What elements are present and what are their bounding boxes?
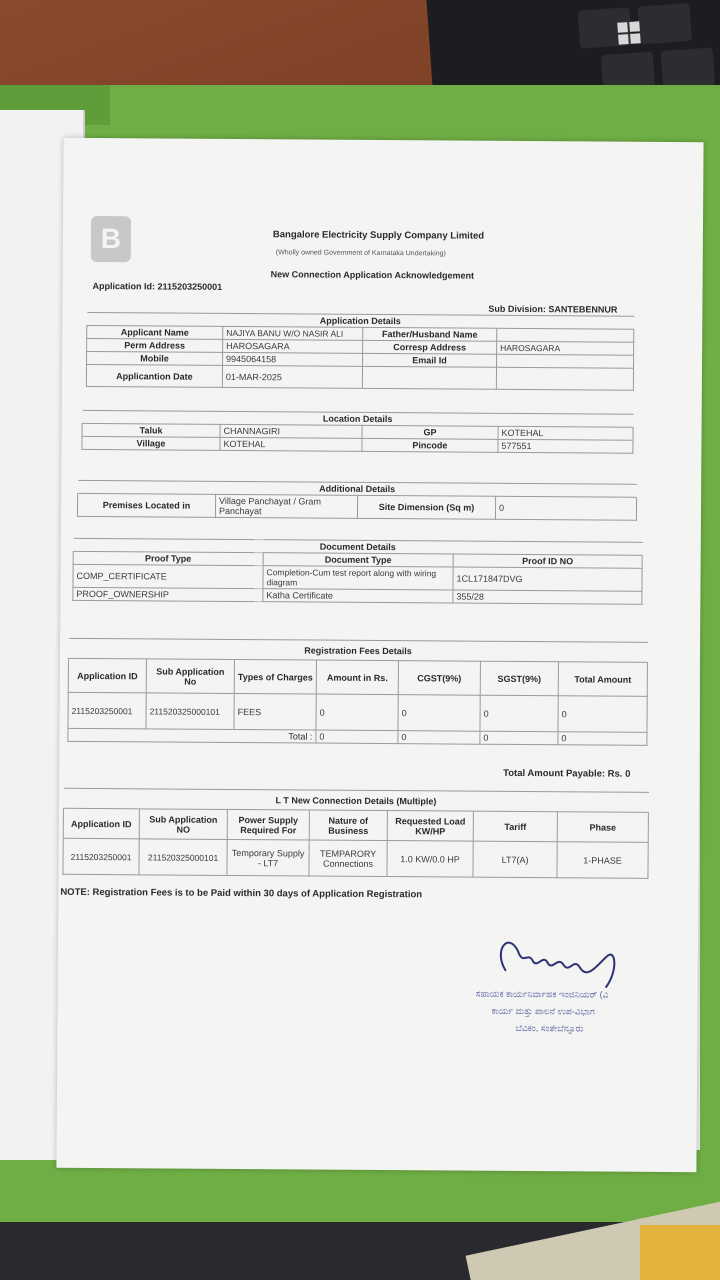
acknowledgement-page xyxy=(56,138,703,1172)
total-sgst: 0 xyxy=(480,731,558,745)
header-tariff: Tariff xyxy=(473,811,557,842)
official-stamp xyxy=(475,986,705,1039)
taluk-label: Taluk xyxy=(82,423,220,437)
header-nature-business: Nature of Business xyxy=(309,810,387,841)
registration-fees-table xyxy=(67,638,648,746)
mobile: 9945064158 xyxy=(223,352,363,366)
tariff: LT7(A) xyxy=(473,841,557,878)
header-sub-application: Sub Application NO xyxy=(139,809,227,840)
document-type: Katha Certificate xyxy=(263,589,453,603)
pincode-label: Pincode xyxy=(362,438,498,452)
payment-note: NOTE: Registration Fees is to be Paid within 30 days of Application Registration xyxy=(60,886,423,901)
taluk: CHANNAGIRI xyxy=(220,424,362,438)
header-application-id: Application ID xyxy=(68,658,146,693)
stamp-line: ಬೆವಿಕಂ, ಸಂತೇಬೆನ್ನೂರು xyxy=(515,1022,584,1034)
charge-type: FEES xyxy=(234,693,316,730)
header-document-type: Document Type xyxy=(263,553,453,567)
father-name-label: Father/Husband Name xyxy=(363,327,497,341)
location-details-table xyxy=(81,410,633,454)
perm-address: HAROSAGARA xyxy=(223,339,363,353)
corresp-address-label: Corresp Address xyxy=(363,340,497,354)
section-heading: Document Details xyxy=(73,538,642,555)
proof-type: PROOF_OWNERSHIP xyxy=(73,587,263,601)
header-cgst: CGST(9%) xyxy=(398,661,480,696)
total-label: Total : xyxy=(68,728,316,743)
header-power-supply: Power Supply Required For xyxy=(227,809,309,840)
premises-label: Premises Located in xyxy=(77,493,215,517)
proof-id: 355/28 xyxy=(453,590,642,604)
header-sub-application: Sub Application No xyxy=(146,659,234,694)
premises-value: Village Panchayat / Gram Panchayat xyxy=(215,494,357,518)
sgst: 0 xyxy=(480,695,558,732)
email xyxy=(497,354,634,368)
pincode: 577551 xyxy=(498,439,633,453)
sub-application-no: 211520325000101 xyxy=(146,693,234,730)
section-heading: Additional Details xyxy=(78,480,637,497)
stamp-line: ಕಾರ್ಯ ಮತ್ತು ಪಾಲನೆ ಉಪ-ವಿಭಾಗ xyxy=(491,1005,595,1017)
sub-division: Sub Division: SANTEBENNUR xyxy=(488,303,618,315)
email-label: Email Id xyxy=(363,353,497,367)
village-label: Village xyxy=(82,436,220,450)
total-payable: Total Amount Payable: Rs. 0 xyxy=(503,767,631,780)
total-overall: 0 xyxy=(558,732,647,746)
header-proof-id: Proof ID NO xyxy=(453,554,642,568)
section-heading: Location Details xyxy=(82,410,633,427)
header-proof-type: Proof Type xyxy=(73,551,263,565)
application-details-table xyxy=(86,312,635,391)
document-title: New Connection Application Acknowledgement xyxy=(270,269,475,281)
totals-row xyxy=(68,728,647,745)
phase: 1-PHASE xyxy=(557,842,648,879)
yellow-sticker xyxy=(640,1225,720,1280)
header-application-id: Application ID xyxy=(63,808,139,839)
site-dimension-label: Site Dimension (Sq m) xyxy=(357,495,495,519)
section-heading: L T New Connection Details (Multiple) xyxy=(63,788,648,812)
lt-connection-table xyxy=(62,788,649,879)
additional-details-table xyxy=(77,480,637,521)
cgst: 0 xyxy=(398,695,480,732)
header-total: Total Amount xyxy=(558,662,647,697)
gp-label: GP xyxy=(362,425,498,439)
header-amount: Amount in Rs. xyxy=(316,660,398,695)
total-cgst: 0 xyxy=(398,731,480,745)
table-row xyxy=(63,838,648,878)
total-amount: 0 xyxy=(558,696,647,733)
power-supply: Temporary Supply - LT7 xyxy=(227,839,309,876)
document-details-table xyxy=(72,538,642,605)
header-sgst: SGST(9%) xyxy=(480,661,558,696)
table-row xyxy=(73,587,642,604)
nature-of-business: TEMPARORY Connections xyxy=(309,840,387,877)
stamp-line: ಸಹಾಯಕ ಕಾರ್ಯನಿರ್ವಾಹಕ ಇಂಜಿನಿಯರ್ (ವಿ xyxy=(475,988,609,1000)
header-phase: Phase xyxy=(557,812,648,843)
application-id: 2115203250001 xyxy=(68,692,146,729)
site-dimension: 0 xyxy=(495,496,636,520)
header-requested-load: Requested Load KW/HP xyxy=(387,811,473,842)
applicant-name: NAJIYA BANU W/O NASIR ALI xyxy=(223,326,363,340)
proof-id: 1CL171847DVG xyxy=(453,567,642,591)
gp: KOTEHAL xyxy=(498,426,633,440)
application-id: 2115203250001 xyxy=(63,838,139,875)
application-date: 01-MAR-2025 xyxy=(222,365,362,388)
section-heading: Registration Fees Details xyxy=(68,638,647,662)
proof-type: COMP_CERTIFICATE xyxy=(73,564,263,588)
application-id-line: Application Id: 2115203250001 xyxy=(92,280,223,292)
header-charges: Types of Charges xyxy=(234,659,316,694)
corresp-address: HAROSAGARA xyxy=(497,341,634,355)
sub-application-no: 211520325000101 xyxy=(139,839,227,876)
village: KOTEHAL xyxy=(220,437,362,451)
document-type: Completion-Cum test report along with wiring diagram xyxy=(263,566,453,590)
requested-load: 1.0 KW/0.0 HP xyxy=(387,841,473,878)
date-label: Applicantion Date xyxy=(86,364,222,387)
company-name: Bangalore Electricity Supply Company Limited xyxy=(272,229,485,242)
bescom-logo: B xyxy=(91,216,131,262)
perm-address-label: Perm Address xyxy=(87,338,223,352)
father-name xyxy=(497,328,634,342)
company-subtitle: (Wholly owned Government of Karnataka Undertaking) xyxy=(275,249,446,258)
amount: 0 xyxy=(316,694,398,731)
applicant-name-label: Applicant Name xyxy=(87,325,223,339)
table-row xyxy=(68,692,647,732)
total-amount-rs: 0 xyxy=(316,730,398,744)
windows-key-icon xyxy=(617,21,640,44)
section-heading: Application Details xyxy=(87,312,634,329)
mobile-label: Mobile xyxy=(87,351,223,365)
